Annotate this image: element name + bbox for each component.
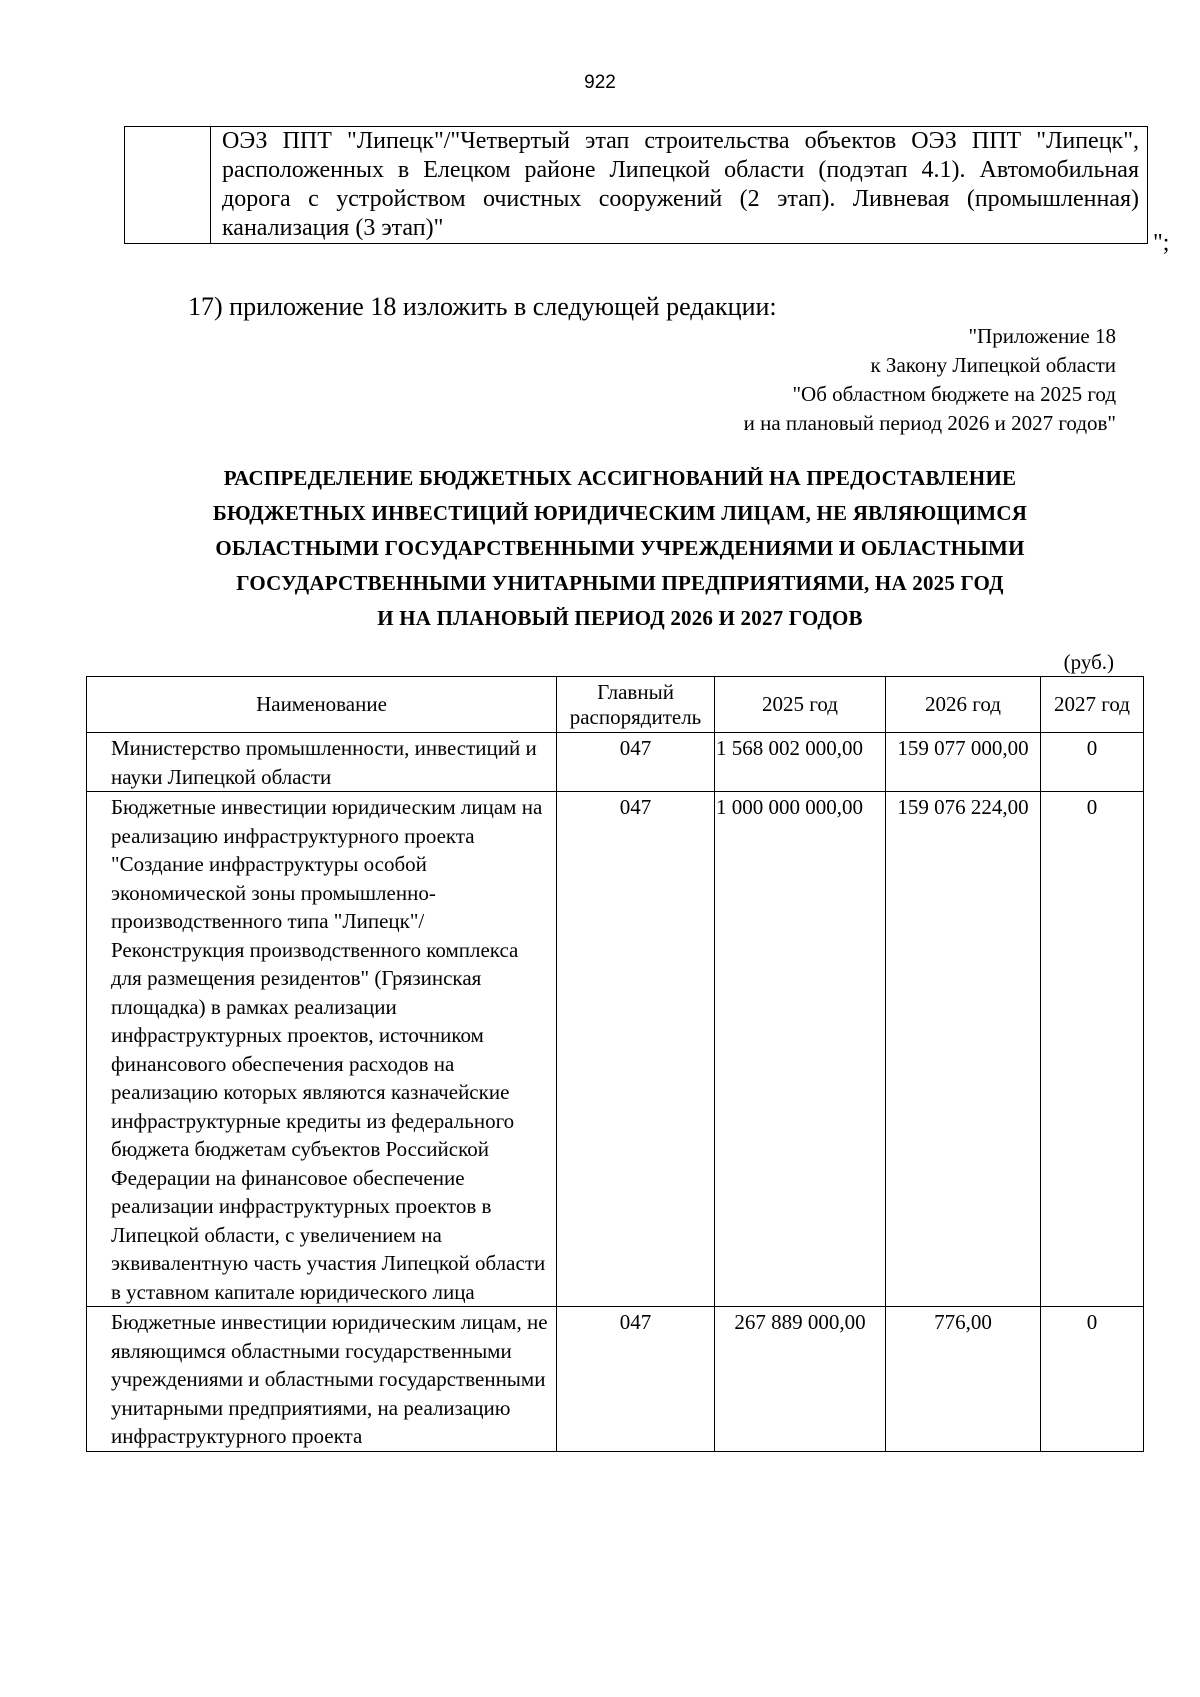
header-code-line: распорядитель — [569, 704, 702, 729]
header-2026: 2026 год — [886, 677, 1041, 733]
appendix-line: и на плановый период 2026 и 2027 годов" — [743, 411, 1116, 435]
row-name: Бюджетные инвестиции юридическим лицам, не являющимся областными государственными учреждениями и областными государственными унитарными предприятиями, на реализацию инфраструктурного проекта — [87, 1307, 557, 1452]
title-line: ГОСУДАРСТВЕННЫМИ УНИТАРНЫМИ ПРЕДПРИЯТИЯМИ, НА 2025 ГОД — [236, 571, 1004, 595]
title-line: БЮДЖЕТНЫХ ИНВЕСТИЦИЙ ЮРИДИЧЕСКИМ ЛИЦАМ, НЕ ЯВЛЯЮЩИМСЯ — [212, 501, 1028, 525]
title-line: ОБЛАСТНЫМИ ГОСУДАРСТВЕННЫМИ УЧРЕЖДЕНИЯМИ И ОБЛАСТНЫМИ — [215, 536, 1025, 560]
row-2025: 267 889 000,00 — [715, 1307, 886, 1452]
row-2027: 0 — [1041, 733, 1144, 792]
table-row — [87, 1307, 1144, 1452]
unit-label: (руб.) — [1063, 650, 1114, 674]
closing-quote: "; — [1153, 230, 1170, 256]
row-code: 047 — [557, 792, 715, 1307]
header-name: Наименование — [87, 677, 557, 733]
row-code: 047 — [557, 1307, 715, 1452]
appendix-header — [516, 322, 1116, 438]
row-2026: 159 076 224,00 — [886, 792, 1041, 1307]
table-header-row — [87, 677, 1144, 733]
appendix-line: "Об областном бюджете на 2025 год — [792, 382, 1116, 406]
row-code: 047 — [557, 733, 715, 792]
table-row — [87, 792, 1144, 1307]
row-2027: 0 — [1041, 1307, 1144, 1452]
paragraph-17: 17) приложение 18 изложить в следующей редакции: — [188, 292, 777, 321]
row-2025: 1 568 002 000,00 — [715, 733, 886, 792]
title-line: И НА ПЛАНОВЫЙ ПЕРИОД 2026 И 2027 ГОДОВ — [377, 606, 863, 630]
header-code — [557, 677, 715, 733]
row-2027: 0 — [1041, 792, 1144, 1307]
row-name: Бюджетные инвестиции юридическим лицам на реализацию инфраструктурного проекта "Создание инфраструктуры особой экономической зоны промышленно-производственного типа "Липецк"/Реконструкция производственного комплекса для размещения резидентов" (Грязинская площадка) в рамках реализации инфраструктурных проектов, источником финансового обеспечения расходов на реализацию которых являются казначейские инфраструктурные кредиты из федерального бюджета бюджетам субъектов Российской Федерации на финансовое обеспечение реализации инфраструктурных проектов в Липецкой области, с увеличением на эквивалентную часть участия Липецкой области в уставном капитале юридического лица — [87, 792, 557, 1307]
continuation-table — [124, 126, 1148, 244]
table-row — [125, 127, 1148, 244]
row-2026: 776,00 — [886, 1307, 1041, 1452]
table-row — [87, 733, 1144, 792]
row-2025: 1 000 000 000,00 — [715, 792, 886, 1307]
object-description: ОЭЗ ППТ "Липецк"/"Четвертый этап строительства объектов ОЭЗ ППТ "Липецк", расположенных в Елецком районе Липецкой области (подэтап 4.1). Автомобильная дорога с устройством очистных сооружений (2 этап). Ливневая (промышленная) канализация (3 этап)" — [211, 127, 1148, 244]
page-number: 922 — [584, 72, 616, 93]
row-2026: 159 077 000,00 — [886, 733, 1041, 792]
header-2027: 2027 год — [1041, 677, 1144, 733]
title-line: РАСПРЕДЕЛЕНИЕ БЮДЖЕТНЫХ АССИГНОВАНИЙ НА ПРЕДОСТАВЛЕНИЕ — [223, 466, 1017, 490]
appendix-line: к Закону Липецкой области — [870, 353, 1116, 377]
empty-cell — [125, 127, 211, 244]
row-name: Министерство промышленности, инвестиций и науки Липецкой области — [87, 733, 557, 792]
appendix-line: "Приложение 18 — [968, 324, 1116, 348]
header-2025: 2025 год — [715, 677, 886, 733]
budget-table — [86, 676, 1144, 1452]
document-title — [70, 461, 1170, 636]
header-code-line: Главный — [597, 679, 674, 704]
